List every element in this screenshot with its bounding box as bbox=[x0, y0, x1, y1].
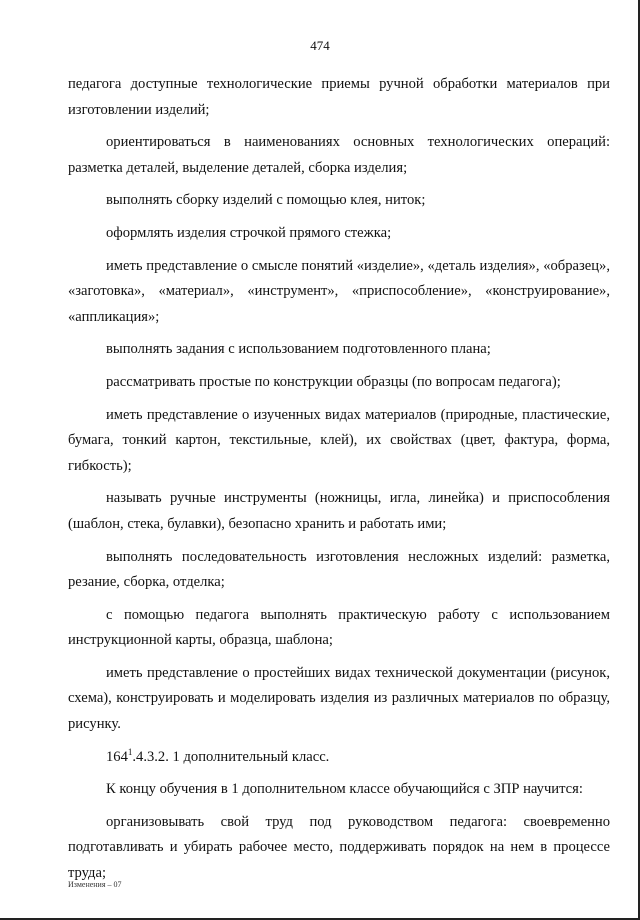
paragraph: рассматривать простые по конструкции образцы (по вопросам педагога); bbox=[106, 373, 561, 390]
section-heading bbox=[68, 745, 610, 771]
paragraph: выполнять последовательность изготовления несложных изделий: разметка, резание, сборка, отделка; bbox=[68, 548, 610, 591]
paragraph: иметь представление о простейших видах технической документации (рисунок, схема), конструировать и моделировать изделия из различных материалов по образцу, рисунку. bbox=[68, 664, 610, 733]
document-body bbox=[68, 72, 610, 887]
paragraph: выполнять задания с использованием подготовленного плана; bbox=[106, 341, 491, 358]
paragraph: педагога доступные технологические приемы ручной обработки материалов при изготовлении изделий; bbox=[68, 76, 610, 118]
section-title: .4.3.2. 1 дополнительный класс. bbox=[132, 748, 330, 765]
paragraph: К концу обучения в 1 дополнительном классе обучающийся с ЗПР научится: bbox=[106, 781, 583, 798]
paragraph: ориентироваться в наименованиях основных технологических операций: разметка деталей, выделение деталей, сборка изделия; bbox=[68, 134, 610, 176]
section-superscript: 1 bbox=[127, 746, 133, 757]
paragraph: с помощью педагога выполнять практическую работу с использованием инструкционной карты, образца, шаблона; bbox=[68, 606, 610, 649]
paragraph: оформлять изделия строчкой прямого стежка; bbox=[106, 224, 392, 241]
paragraph: иметь представление о изученных видах материалов (природные, пластические, бумага, тонкий картон, текстильные, клей), их свойствах (цвет, фактура, форма, гибкость); bbox=[68, 406, 610, 474]
paragraph: организовывать свой труд под руководством педагога: своевременно подготавливать и убирать рабочее место, поддерживать порядок на нем в процессе труда; bbox=[68, 813, 610, 882]
paragraph: иметь представление о смысле понятий «изделие», «деталь изделия», «образец», «заготовка», «материал», «инструмент», «приспособление», «конструирование», «аппликация»; bbox=[68, 257, 610, 325]
page-number: 474 bbox=[310, 38, 330, 53]
paragraph: называть ручные инструменты (ножницы, игла, линейка) и приспособления (шаблон, стека, булавки), безопасно хранить и работать ими; bbox=[68, 490, 610, 532]
section-number: 164 bbox=[106, 748, 128, 765]
footer-note: Изменения – 07 bbox=[68, 880, 122, 889]
paragraph: выполнять сборку изделий с помощью клея, ниток; bbox=[106, 192, 426, 209]
